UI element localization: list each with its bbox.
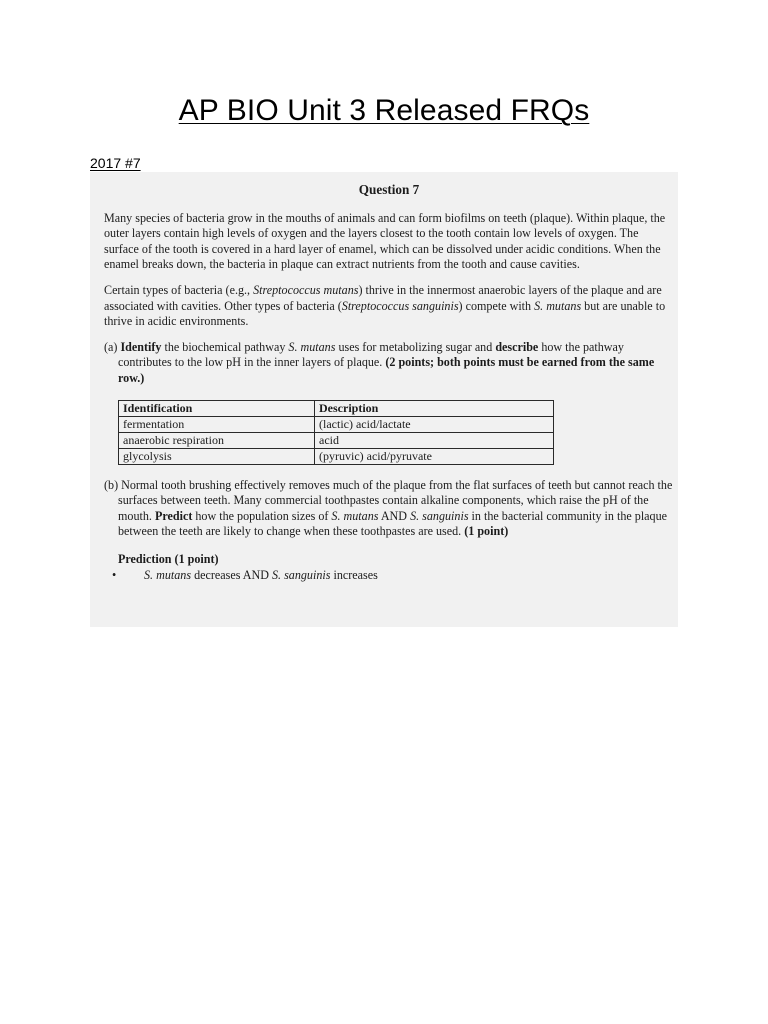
table-row xyxy=(119,432,554,448)
part-b-prompt xyxy=(104,478,674,540)
species-name: S. mutans xyxy=(144,567,192,582)
table-header: Description xyxy=(315,400,554,416)
bullet-marker: • xyxy=(112,567,117,582)
species-name: S. mutans xyxy=(331,508,379,523)
species-name: S. mutans xyxy=(534,298,582,313)
table-cell: acid xyxy=(315,432,554,448)
species-name: S. mutans xyxy=(288,339,336,354)
task-verb: describe xyxy=(495,339,539,354)
text-run: AND xyxy=(378,508,411,523)
question-content xyxy=(104,172,674,583)
text-run: the biochemical pathway xyxy=(161,339,289,354)
text-run: how the pathway contributes to the low pH in the inner layers of plaque. xyxy=(118,339,624,370)
text-run: increases xyxy=(330,567,378,582)
question-scan xyxy=(90,172,678,627)
task-verb: Predict xyxy=(154,508,193,523)
text-run: decreases AND xyxy=(191,567,272,582)
table-cell: fermentation xyxy=(119,416,315,432)
table-row xyxy=(119,448,554,464)
text-run: but are unable to thrive in acidic environments. xyxy=(104,298,666,329)
text-run: how the population sizes of xyxy=(192,508,332,523)
intro-paragraph-2 xyxy=(104,283,674,330)
task-verb: Identify xyxy=(120,339,162,354)
points-note: (1 point) xyxy=(464,524,509,539)
species-name: S. sanguinis xyxy=(271,567,331,582)
species-name: Streptococcus sanguinis xyxy=(341,298,459,313)
prediction-answer xyxy=(112,567,674,584)
table-row xyxy=(119,416,554,432)
table-cell: glycolysis xyxy=(119,448,315,464)
text-run: Normal tooth brushing effectively removes much of the plaque from the flat surfaces of teeth but cannot reach the surfaces between teeth. Many commercial toothpastes contain alkaline components, which raise the pH of the mouth. xyxy=(118,477,673,523)
prediction-heading: Prediction (1 point) xyxy=(118,551,219,566)
text-run: ) thrive in the innermost anaerobic layers of the plaque and are associated with cavities. Other types of bacteria ( xyxy=(104,282,662,313)
section-label: 2017 #7 xyxy=(90,155,141,171)
part-a-prompt xyxy=(104,340,674,387)
text-run: ) compete with xyxy=(458,298,535,313)
species-name: S. sanguinis xyxy=(410,508,469,523)
table-cell: (pyruvic) acid/pyruvate xyxy=(315,448,554,464)
species-name: Streptococcus mutans xyxy=(253,282,359,297)
table-cell: anaerobic respiration xyxy=(119,432,315,448)
scoring-table xyxy=(118,400,554,465)
part-label: (a) xyxy=(104,339,121,354)
table-header-row xyxy=(119,400,554,416)
intro-paragraph-1: Many species of bacteria grow in the mouths of animals and can form biofilms on teeth (plaque). Within plaque, the outer layers contain high levels of oxygen and the layers closest to the tooth contain low levels of oxygen. The surface of the tooth is covered in a hard layer of enamel, which can be dissolved under acidic conditions. When the enamel breaks down, the bacteria in plaque can extract nutrients from the tooth and cause cavities. xyxy=(104,210,666,272)
part-label: (b) xyxy=(104,477,122,492)
points-note: (2 points; both points must be earned from the same row.) xyxy=(118,355,655,385)
page-title: AP BIO Unit 3 Released FRQs xyxy=(178,94,590,127)
text-run: Certain types of bacteria (e.g., xyxy=(104,282,254,297)
question-heading: Question 7 xyxy=(358,182,420,197)
table-cell: (lactic) acid/lactate xyxy=(315,416,554,432)
table-header: Identification xyxy=(119,400,315,416)
text-run: uses for metabolizing sugar and xyxy=(335,339,496,354)
text-run: in the bacterial community in the plaque between the teeth are likely to change when these toothpastes are used. xyxy=(118,508,668,539)
